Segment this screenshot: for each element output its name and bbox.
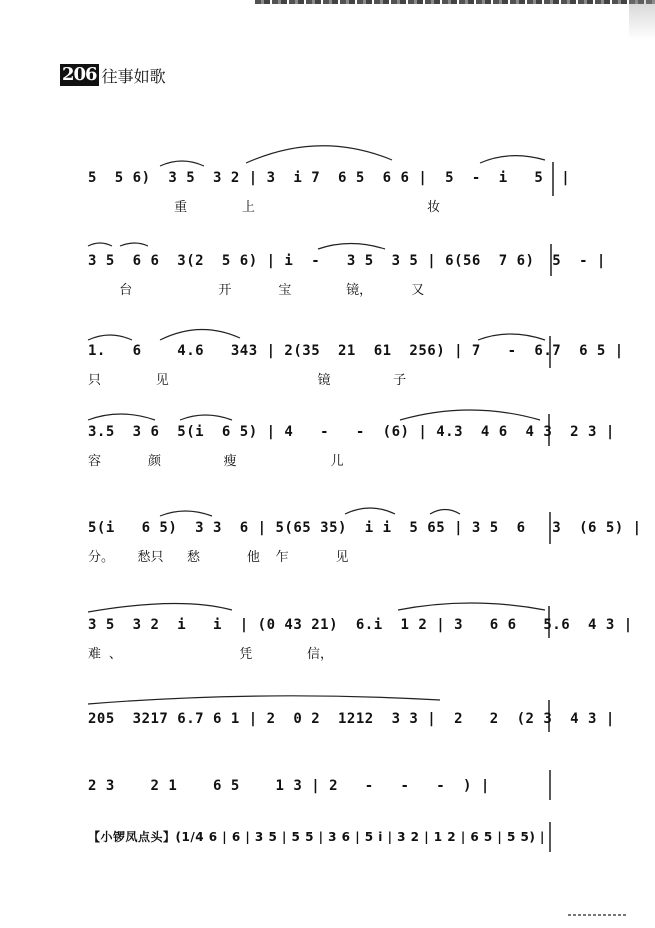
scan-edge-top [255,0,655,4]
lyric-line: 难 、 凭 信， [88,647,334,662]
page-number: 206 [62,64,97,85]
notation-line: 3 5 6 6 3(2 5 6) | i - 3 5 3 5 | 6(56 7 6) 5 - | [88,253,606,269]
slur-arc [180,415,232,420]
slur-arc [480,156,545,163]
slur-arc [160,329,240,340]
notation-line: 5(i 6 5) 3 3 6 | 5(65 35) i i 5 65 | 3 5 6 3 (6 5) | [88,520,642,536]
notation-line: 2 3 2 1 6 5 1 3 | 2 - - - ) | [88,778,490,794]
slur-arc [400,410,540,420]
slur-arc [88,603,232,612]
scan-edge-right [629,0,655,40]
slur-arc [160,511,212,516]
lyric-line: 容 颜 瘦 儿 [88,454,344,469]
notation-line: 5 5 6) 3 5 3 2 | 3 i 7 6 5 6 6 | 5 - i 5 | [88,170,571,186]
slur-arc [398,603,545,610]
slur-arc [345,508,395,514]
slur-arc [246,146,392,163]
slur-arc [88,696,440,704]
page-header [60,64,166,86]
slur-arc [88,414,155,420]
slur-arc [318,244,385,250]
scan-footer-mark [568,914,628,916]
notation-line: 205 3217 6.7 6 1 | 2 0 2 1212 3 3 | 2 2 (2 3 4 3 | [88,711,615,727]
notation-line: 1. 6 4.6 343 | 2(35 21 61 256) | 7 - 6.7 6 5 | [88,343,624,359]
lyric-line: 分。 愁只 愁 他 乍 见 [88,550,349,565]
slur-arc [160,161,204,166]
slur-arc [88,243,112,246]
slur-arc [120,243,148,246]
notation-line: 3 5 3 2 i i | (0 43 21) 6.i 1 2 | 3 6 6 5.6 4 3 | [88,617,633,633]
lyric-line: 只 见 镜 子 [88,373,407,388]
notation-line-percussion: 【小锣凤点头】(1/4 6 | 6 | 3 5 | 5 5 | 3 6 | 5 i | 3 2 | 1 2 | 6 5 | 5 5) | [88,830,545,844]
book-title: 往事如歌 [101,66,166,86]
lyric-line: 重 上 妆 [88,200,441,215]
slur-arc [478,334,545,340]
slur-arc [430,510,460,515]
lyric-line: 台 开 宝 镜， 又 [88,283,425,298]
notation-line: 3.5 3 6 5(i 6 5) | 4 - - (6) | 4.3 4 6 4 3 2 3 | [88,424,615,440]
slur-arc [88,335,132,340]
